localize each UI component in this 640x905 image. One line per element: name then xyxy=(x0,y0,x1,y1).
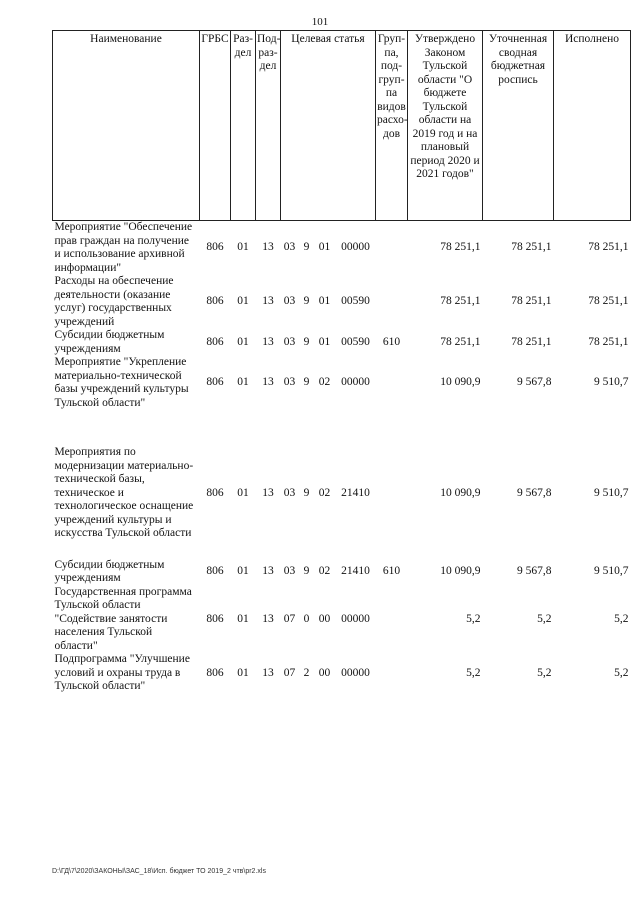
table-row xyxy=(53,356,631,410)
row-grbs: 806 xyxy=(206,565,224,578)
row-vid xyxy=(376,221,408,276)
target-program: 07 xyxy=(283,612,296,625)
row-specified: 78 251,1 xyxy=(511,335,552,348)
row-target xyxy=(281,559,376,586)
page-number: 101 xyxy=(311,16,329,28)
target-event: 01 xyxy=(318,241,331,254)
row-grbs: 806 xyxy=(206,666,224,679)
table-row xyxy=(53,653,631,694)
row-podrazdel: 13 xyxy=(262,666,274,679)
target-subprogram: 9 xyxy=(303,241,310,254)
row-target xyxy=(281,329,376,356)
target-subprogram: 9 xyxy=(303,335,310,348)
row-podrazdel: 13 xyxy=(262,295,274,308)
row-podrazdel: 13 xyxy=(262,335,274,348)
target-program: 07 xyxy=(283,666,296,679)
row-approved: 10 090,9 xyxy=(440,565,481,578)
row-name: Государственная программа Тульской области "Содействие занятости населения Тульской области" xyxy=(54,585,192,652)
target-direction: 00000 xyxy=(341,666,370,679)
header-vid: Груп-па, под-груп-па видов расхо-дов xyxy=(376,31,408,221)
header-specified: Уточненная сводная бюджетная роспись xyxy=(483,31,554,221)
row-grbs: 806 xyxy=(206,612,224,625)
row-razdel: 01 xyxy=(237,486,249,499)
row-name: Мероприятие "Укрепление материально-технической базы учреждений культуры Тульской области" xyxy=(54,356,189,409)
row-grbs: 806 xyxy=(206,241,224,254)
row-target xyxy=(281,275,376,329)
table-row xyxy=(53,329,631,356)
table-row xyxy=(53,446,631,541)
target-program: 03 xyxy=(283,335,296,348)
file-path-footer: D:\ГД\7\2020\ЗАКОНЫ\ЗАС_18\Исп. бюджет ТО 2019_2 чтв\pr2.xls xyxy=(52,868,266,875)
target-program: 03 xyxy=(283,486,296,499)
row-podrazdel: 13 xyxy=(262,565,274,578)
header-executed: Исполнено xyxy=(554,31,631,221)
header-name: Наименование xyxy=(53,31,200,221)
row-approved: 5,2 xyxy=(466,666,481,679)
target-direction: 00000 xyxy=(341,241,370,254)
row-vid xyxy=(376,446,408,541)
row-executed: 9 510,7 xyxy=(594,565,629,578)
row-target xyxy=(281,446,376,541)
target-subprogram: 9 xyxy=(303,486,310,499)
row-name: Расходы на обеспечение деятельности (оказание услуг) государственных учреждений xyxy=(54,275,174,328)
row-name: Подпрограмма "Улучшение условий и охраны труда в Тульской области" xyxy=(54,653,190,692)
row-podrazdel: 13 xyxy=(262,486,274,499)
table-body xyxy=(53,221,631,694)
target-direction: 21410 xyxy=(341,565,370,578)
target-direction: 00590 xyxy=(341,335,370,348)
target-subprogram: 9 xyxy=(303,295,310,308)
row-podrazdel: 13 xyxy=(262,376,274,389)
row-name: Субсидии бюджетным учреждениям xyxy=(54,329,165,355)
row-executed: 78 251,1 xyxy=(588,241,629,254)
row-executed: 9 510,7 xyxy=(594,486,629,499)
target-subprogram: 9 xyxy=(303,376,310,389)
row-target xyxy=(281,586,376,654)
budget-table xyxy=(52,30,631,694)
table-row xyxy=(53,221,631,276)
row-vid xyxy=(376,586,408,654)
target-event: 02 xyxy=(318,376,331,389)
row-spacer xyxy=(53,410,631,446)
row-specified: 78 251,1 xyxy=(511,241,552,254)
header-target: Целевая статья xyxy=(281,31,376,221)
header-approved: Утверждено Законом Тульской области "О бюджете Тульской области на 2019 год и на плановый период 2020 и 2021 годов" xyxy=(408,31,483,221)
row-razdel: 01 xyxy=(237,376,249,389)
row-razdel: 01 xyxy=(237,565,249,578)
row-specified: 5,2 xyxy=(537,666,552,679)
target-event: 00 xyxy=(318,612,331,625)
row-name: Мероприятие "Обеспечение прав граждан на получение и использование архивной информации" xyxy=(54,221,193,274)
row-approved: 5,2 xyxy=(466,612,481,625)
header-podrazdel: Под-раз-дел xyxy=(256,31,281,221)
row-vid xyxy=(376,653,408,694)
row-podrazdel: 13 xyxy=(262,612,274,625)
row-razdel: 01 xyxy=(237,295,249,308)
header-razdel: Раз-дел xyxy=(231,31,256,221)
row-vid xyxy=(376,275,408,329)
header-grbs: ГРБС xyxy=(200,31,231,221)
target-program: 03 xyxy=(283,565,296,578)
target-event: 02 xyxy=(318,486,331,499)
row-grbs: 806 xyxy=(206,335,224,348)
target-subprogram: 0 xyxy=(303,612,310,625)
table-row xyxy=(53,275,631,329)
row-razdel: 01 xyxy=(237,612,249,625)
target-subprogram: 2 xyxy=(303,666,310,679)
target-subprogram: 9 xyxy=(303,565,310,578)
row-specified: 5,2 xyxy=(537,612,552,625)
row-vid xyxy=(376,356,408,410)
target-program: 03 xyxy=(283,241,296,254)
row-approved: 78 251,1 xyxy=(440,241,481,254)
target-direction: 00000 xyxy=(341,612,370,625)
table-row xyxy=(53,559,631,586)
row-approved: 10 090,9 xyxy=(440,376,481,389)
row-specified: 78 251,1 xyxy=(511,295,552,308)
target-event: 01 xyxy=(318,295,331,308)
row-specified: 9 567,8 xyxy=(517,376,552,389)
row-vid: 610 xyxy=(382,335,401,348)
row-name: Субсидии бюджетным учреждениям xyxy=(54,558,165,584)
row-grbs: 806 xyxy=(206,376,224,389)
target-event: 02 xyxy=(318,565,331,578)
target-event: 00 xyxy=(318,666,331,679)
table-header xyxy=(53,31,631,221)
target-direction: 21410 xyxy=(341,486,370,499)
row-grbs: 806 xyxy=(206,486,224,499)
row-approved: 78 251,1 xyxy=(440,335,481,348)
row-razdel: 01 xyxy=(237,335,249,348)
row-vid: 610 xyxy=(382,565,401,578)
row-executed: 9 510,7 xyxy=(594,376,629,389)
row-executed: 78 251,1 xyxy=(588,295,629,308)
row-specified: 9 567,8 xyxy=(517,486,552,499)
row-podrazdel: 13 xyxy=(262,241,274,254)
row-spacer xyxy=(53,541,631,559)
row-razdel: 01 xyxy=(237,241,249,254)
row-name: Мероприятия по модернизации материально-технической базы, техническое и технологическое оснащение учреждений культуры и искусства Тульской области xyxy=(54,446,194,539)
table-row xyxy=(53,586,631,654)
row-target xyxy=(281,356,376,410)
row-grbs: 806 xyxy=(206,295,224,308)
row-razdel: 01 xyxy=(237,666,249,679)
target-event: 01 xyxy=(318,335,331,348)
row-target xyxy=(281,221,376,276)
row-executed: 5,2 xyxy=(614,666,629,679)
target-direction: 00000 xyxy=(341,376,370,389)
row-target xyxy=(281,653,376,694)
row-executed: 5,2 xyxy=(614,612,629,625)
target-program: 03 xyxy=(283,376,296,389)
target-program: 03 xyxy=(283,295,296,308)
row-approved: 10 090,9 xyxy=(440,486,481,499)
row-approved: 78 251,1 xyxy=(440,295,481,308)
row-specified: 9 567,8 xyxy=(517,565,552,578)
target-direction: 00590 xyxy=(341,295,370,308)
row-executed: 78 251,1 xyxy=(588,335,629,348)
